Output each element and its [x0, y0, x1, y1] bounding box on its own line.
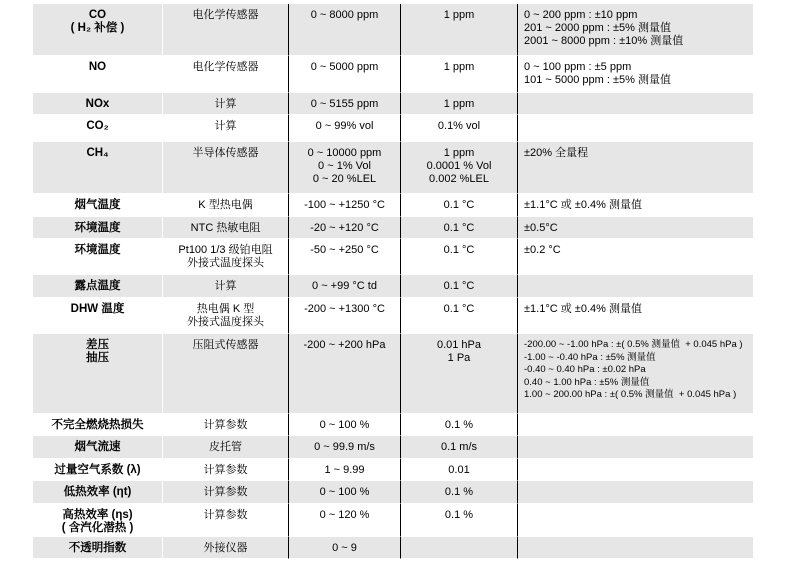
cell-line: 0 ~ 99% vol: [315, 120, 374, 132]
cell-line: 1 ppm: [443, 9, 475, 21]
table-row: [33, 504, 754, 537]
cell-line: 低热效率 (ηt): [63, 486, 132, 498]
cell-c4: [401, 436, 518, 459]
cell-c2: [163, 298, 289, 334]
cell-c5: [518, 334, 754, 414]
cell-c1: [33, 334, 163, 414]
cell-line: 1 ppm: [443, 98, 475, 110]
cell-line: 0 ~ 10000 ppm: [307, 147, 382, 159]
cell-c2: [163, 481, 289, 504]
cell-c2: [163, 217, 289, 239]
cell-line: 0 ~ 100 ppm : ±5 ppm: [524, 61, 632, 73]
cell-line: 0.01: [448, 464, 470, 476]
cell-c5: [518, 4, 754, 56]
cell-line: 0 ~ 8000 ppm: [310, 9, 379, 21]
cell-line: 0.01 hPa: [436, 339, 482, 351]
cell-line: 0 ~ 99.9 m/s: [314, 441, 375, 453]
cell-c2: [163, 275, 289, 298]
cell-c4: [401, 93, 518, 115]
cell-line: 1 ppm: [443, 61, 475, 73]
cell-c4: [401, 481, 518, 504]
cell-line: 0 ~ 100 %: [319, 419, 370, 431]
cell-c1: [33, 481, 163, 504]
cell-c5: [518, 239, 754, 275]
cell-line: 1 ~ 9.99: [324, 464, 365, 476]
cell-line: 电化学传感器: [192, 9, 259, 21]
cell-c3: [289, 436, 401, 459]
cell-c2: [163, 414, 289, 436]
table-row: [33, 414, 754, 436]
cell-c4: [401, 504, 518, 537]
cell-line: 计算参数: [203, 486, 248, 498]
cell-c1: [33, 459, 163, 481]
cell-line: 外接式温度探头: [187, 316, 264, 328]
cell-line: 0.1 %: [444, 486, 474, 498]
cell-line: 计算: [214, 120, 237, 132]
cell-c1: [33, 436, 163, 459]
cell-c1: [33, 298, 163, 334]
cell-line: 0.0001 % Vol: [426, 160, 492, 172]
cell-line: 烟气流速: [74, 441, 121, 453]
cell-c2: [163, 93, 289, 115]
cell-c3: [289, 504, 401, 537]
cell-c3: [289, 56, 401, 93]
cell-c1: [33, 414, 163, 436]
cell-c5: [518, 436, 754, 459]
cell-line: NO: [88, 61, 107, 73]
cell-line: 0.002 %LEL: [429, 173, 489, 185]
cell-line: 0 ~ 20 %LEL: [312, 173, 377, 185]
cell-c1: [33, 115, 163, 142]
cell-c5: [518, 217, 754, 239]
cell-line: 环境温度: [74, 244, 121, 256]
cell-line: -200.00 ~ -1.00 hPa : ±( 0.5% 测量值 + 0.045 hPa ): [524, 339, 743, 350]
cell-c3: [289, 334, 401, 414]
cell-line: 0 ~ +99 °C td: [312, 280, 377, 292]
cell-c5: [518, 298, 754, 334]
cell-line: -50 ~ +250 °C: [310, 244, 379, 256]
table-row: [33, 298, 754, 334]
cell-c2: [163, 537, 289, 559]
cell-line: -200 ~ +1300 °C: [304, 303, 385, 315]
cell-line: 半导体传感器: [192, 147, 259, 159]
cell-c5: [518, 115, 754, 142]
cell-line: 露点温度: [74, 280, 121, 292]
cell-c5: [518, 142, 754, 194]
cell-line: 0.1% vol: [437, 120, 481, 132]
table-row: [33, 275, 754, 298]
cell-line: ( H₂ 补偿 ): [70, 22, 125, 34]
cell-c4: [401, 414, 518, 436]
cell-line: ±20% 全量程: [524, 147, 589, 159]
cell-line: 计算参数: [203, 464, 248, 476]
cell-c4: [401, 537, 518, 559]
table-row: [33, 56, 754, 93]
cell-line: 0 ~ 120 %: [319, 509, 370, 521]
cell-line: NTC 热敏电阻: [190, 222, 261, 234]
cell-line: 0.1 °C: [443, 303, 475, 315]
cell-c4: [401, 4, 518, 56]
cell-line: 0.1 °C: [443, 280, 475, 292]
cell-line: -200 ~ +200 hPa: [303, 339, 386, 351]
cell-line: -1.00 ~ -0.40 hPa : ±5% 测量值: [524, 351, 656, 363]
cell-line: 外接仪器: [203, 542, 248, 554]
cell-line: 外接式温度探头: [187, 257, 264, 269]
cell-c2: [163, 4, 289, 56]
cell-line: 0.1 %: [444, 509, 474, 521]
cell-c2: [163, 239, 289, 275]
cell-line: 不透明指数: [68, 542, 127, 554]
cell-line: 0.1 °C: [443, 199, 475, 211]
cell-line: 0 ~ 5000 ppm: [310, 61, 379, 73]
cell-line: NOx: [85, 98, 110, 110]
cell-line: 差压: [86, 339, 109, 351]
cell-line: K 型热电偶: [198, 199, 253, 211]
cell-c3: [289, 115, 401, 142]
cell-c5: [518, 504, 754, 537]
cell-c4: [401, 194, 518, 217]
cell-line: 不完全燃烧热损失: [51, 419, 144, 431]
table-row: [33, 334, 754, 414]
table-row: [33, 537, 754, 559]
cell-c4: [401, 239, 518, 275]
cell-line: 1.00 ~ 200.00 hPa : ±( 0.5% 测量值 + 0.045 hPa ): [524, 389, 737, 400]
table-row: [33, 217, 754, 239]
cell-c2: [163, 56, 289, 93]
cell-c1: [33, 504, 163, 537]
cell-c4: [401, 142, 518, 194]
cell-c2: [163, 504, 289, 537]
cell-c5: [518, 93, 754, 115]
cell-line: 计算参数: [203, 419, 248, 431]
cell-line: 0.1 °C: [443, 244, 475, 256]
cell-line: 101 ~ 5000 ppm : ±5% 测量值: [524, 74, 671, 86]
cell-line: 0.40 ~ 1.00 hPa : ±5% 测量值: [524, 376, 650, 388]
cell-c5: [518, 481, 754, 504]
cell-c3: [289, 217, 401, 239]
cell-line: 0.1 m/s: [440, 441, 478, 453]
cell-line: 环境温度: [74, 222, 121, 234]
cell-c1: [33, 537, 163, 559]
cell-c5: [518, 459, 754, 481]
cell-line: 计算: [214, 98, 237, 110]
cell-c3: [289, 275, 401, 298]
cell-c1: [33, 239, 163, 275]
cell-line: CO: [88, 9, 107, 21]
cell-line: 烟气温度: [74, 199, 121, 211]
table-row: [33, 115, 754, 142]
table-row: [33, 4, 754, 56]
cell-line: 2001 ~ 8000 ppm : ±10% 测量值: [524, 35, 684, 47]
cell-line: 计算参数: [203, 509, 248, 521]
cell-c3: [289, 4, 401, 56]
cell-line: ±1.1°C 或 ±0.4% 测量值: [524, 303, 642, 315]
cell-c4: [401, 115, 518, 142]
cell-c5: [518, 194, 754, 217]
spec-table: [33, 4, 754, 559]
cell-line: 1 ppm: [443, 147, 475, 159]
cell-c4: [401, 298, 518, 334]
cell-c3: [289, 239, 401, 275]
table-row: [33, 93, 754, 115]
cell-c1: [33, 194, 163, 217]
cell-c2: [163, 194, 289, 217]
cell-c3: [289, 537, 401, 559]
cell-c3: [289, 481, 401, 504]
cell-c1: [33, 4, 163, 56]
cell-line: 压阻式传感器: [192, 339, 259, 351]
cell-c2: [163, 334, 289, 414]
cell-line: 抽压: [86, 352, 109, 364]
cell-line: 电化学传感器: [192, 61, 259, 73]
cell-line: 0 ~ 100 %: [319, 486, 370, 498]
cell-c3: [289, 298, 401, 334]
cell-line: 0 ~ 5155 ppm: [310, 98, 379, 110]
cell-line: -0.40 ~ 0.40 hPa : ±0.02 hPa: [524, 364, 646, 375]
cell-c4: [401, 56, 518, 93]
cell-c2: [163, 459, 289, 481]
cell-line: 0 ~ 9: [332, 542, 357, 554]
cell-c4: [401, 334, 518, 414]
cell-line: 热电偶 K 型: [196, 303, 255, 315]
cell-c4: [401, 459, 518, 481]
cell-line: -20 ~ +120 °C: [310, 222, 379, 234]
cell-line: ±0.5°C: [524, 222, 558, 234]
cell-line: 201 ~ 2000 ppm : ±5% 测量值: [524, 22, 671, 34]
table-row: [33, 194, 754, 217]
table-row: [33, 459, 754, 481]
table-row: [33, 436, 754, 459]
table-row: [33, 481, 754, 504]
cell-line: -100 ~ +1250 °C: [304, 199, 385, 211]
cell-c4: [401, 217, 518, 239]
cell-line: 1 Pa: [447, 352, 471, 364]
cell-c3: [289, 142, 401, 194]
cell-c3: [289, 459, 401, 481]
cell-line: ( 含汽化潜热 ): [61, 522, 134, 534]
cell-c1: [33, 275, 163, 298]
cell-c3: [289, 93, 401, 115]
cell-line: 计算: [214, 280, 237, 292]
cell-c3: [289, 194, 401, 217]
cell-line: 0.1 %: [444, 419, 474, 431]
cell-c2: [163, 142, 289, 194]
cell-line: 0 ~ 200 ppm : ±10 ppm: [524, 9, 638, 21]
cell-line: CH₄: [86, 147, 109, 159]
cell-c3: [289, 414, 401, 436]
cell-line: ±1.1°C 或 ±0.4% 测量值: [524, 199, 642, 211]
cell-line: 高热效率 (ηs): [62, 509, 133, 521]
cell-line: Pt100 1/3 级铂电阻: [178, 244, 273, 256]
cell-line: CO₂: [86, 120, 109, 132]
cell-c5: [518, 56, 754, 93]
cell-c1: [33, 217, 163, 239]
cell-line: DHW 温度: [70, 303, 125, 315]
cell-c1: [33, 56, 163, 93]
cell-c4: [401, 275, 518, 298]
cell-c5: [518, 537, 754, 559]
table-row: [33, 142, 754, 194]
cell-c2: [163, 436, 289, 459]
cell-c1: [33, 142, 163, 194]
cell-line: ±0.2 °C: [524, 244, 561, 256]
cell-line: 皮托管: [209, 441, 242, 453]
cell-line: 过量空气系数 (λ): [54, 464, 141, 476]
cell-c5: [518, 414, 754, 436]
cell-c2: [163, 115, 289, 142]
cell-line: 0 ~ 1% Vol: [318, 160, 371, 172]
table-row: [33, 239, 754, 275]
cell-c1: [33, 93, 163, 115]
cell-line: 0.1 °C: [443, 222, 475, 234]
cell-c5: [518, 275, 754, 298]
